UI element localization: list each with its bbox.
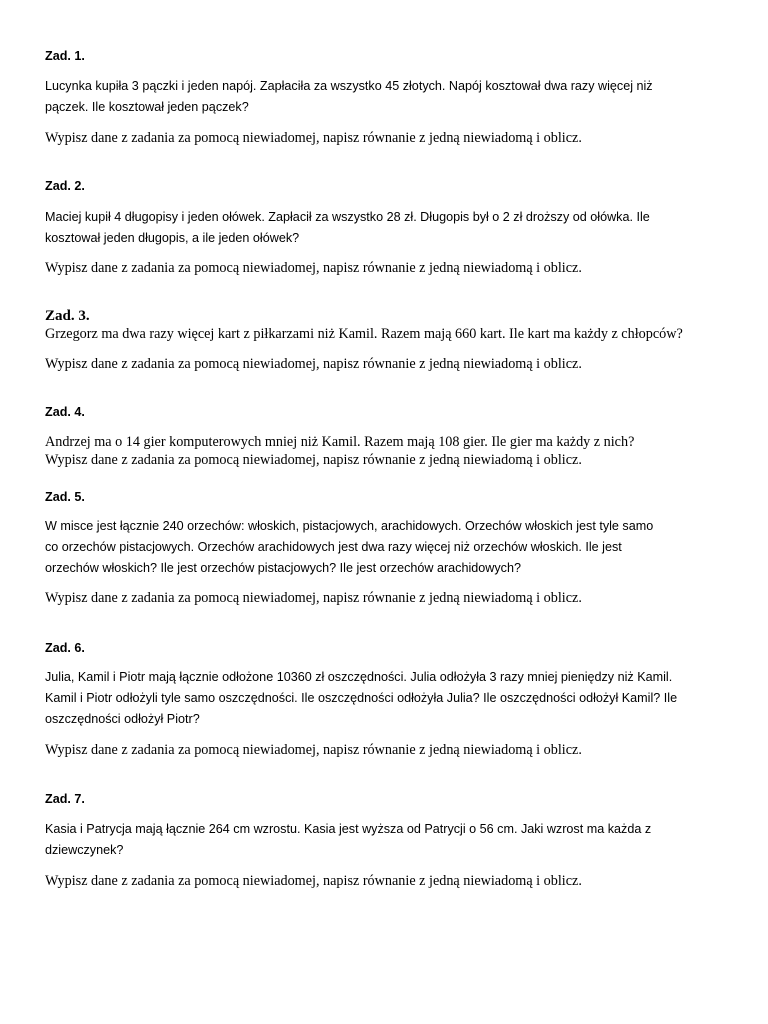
task-3-title: Zad. 3.	[45, 308, 90, 324]
task-6-title: Zad. 6.	[45, 641, 85, 655]
task-6-instruction: Wypisz dane z zadania za pomocą niewiadomej, napisz równanie z jedną niewiadomą i oblicz.	[45, 742, 582, 758]
task-2-instruction: Wypisz dane z zadania za pomocą niewiadomej, napisz równanie z jedną niewiadomą i oblicz.	[45, 260, 582, 276]
task-2-line-2: kosztował jeden długopis, a ile jeden ołówek?	[45, 231, 300, 245]
task-7-text	[45, 819, 651, 861]
task-5-instruction: Wypisz dane z zadania za pomocą niewiadomej, napisz równanie z jedną niewiadomą i oblicz.	[45, 590, 582, 606]
task-4-text	[45, 433, 634, 451]
task-5-line-2: co orzechów pistacjowych. Orzechów arachidowych jest dwa razy więcej niż orzechów włoskich. Ile jest	[45, 540, 622, 554]
task-2-title: Zad. 2.	[45, 179, 85, 193]
task-5-title: Zad. 5.	[45, 490, 85, 504]
task-4-title: Zad. 4.	[45, 405, 85, 419]
task-6-line-2: Kamil i Piotr odłożyli tyle samo oszczędności. Ile oszczędności odłożyła Julia? Ile oszczędności odłożył Kamil? Ile	[45, 691, 678, 705]
task-5-line-3: orzechów włoskich? Ile jest orzechów pistacjowych? Ile jest orzechów arachidowych?	[45, 561, 521, 575]
task-2-text	[45, 207, 650, 249]
task-7-title: Zad. 7.	[45, 792, 85, 806]
task-1-line-2: pączek. Ile kosztował jeden pączek?	[45, 100, 249, 114]
task-5-text	[45, 516, 653, 579]
task-6-line-3: oszczędności odłożył Piotr?	[45, 712, 200, 726]
task-7-line-2: dziewczynek?	[45, 843, 124, 857]
task-6-line-1: Julia, Kamil i Piotr mają łącznie odłożone 10360 zł oszczędności. Julia odłożyła 3 razy mniej pieniędzy niż Kamil.	[45, 670, 673, 684]
task-3-text	[45, 325, 683, 343]
task-2-line-1: Maciej kupił 4 długopisy i jeden ołówek. Zapłacił za wszystko 28 zł. Długopis był o 2 zł droższy od ołówka. Ile	[45, 210, 650, 224]
task-3-instruction: Wypisz dane z zadania za pomocą niewiadomej, napisz równanie z jedną niewiadomą i oblicz.	[45, 356, 582, 372]
task-1-title: Zad. 1.	[45, 49, 85, 63]
task-7-line-1: Kasia i Patrycja mają łącznie 264 cm wzrostu. Kasia jest wyższa od Patrycji o 56 cm. Jaki wzrost ma każda z	[45, 822, 652, 836]
task-4-instruction: Wypisz dane z zadania za pomocą niewiadomej, napisz równanie z jedną niewiadomą i oblicz.	[45, 452, 582, 468]
task-7-instruction: Wypisz dane z zadania za pomocą niewiadomej, napisz równanie z jedną niewiadomą i oblicz.	[45, 873, 582, 889]
task-6-text	[45, 667, 677, 730]
task-1-instruction: Wypisz dane z zadania za pomocą niewiadomej, napisz równanie z jedną niewiadomą i oblicz.	[45, 130, 582, 146]
task-5-line-1: W misce jest łącznie 240 orzechów: włoskich, pistacjowych, arachidowych. Orzechów włoskich jest tyle samo	[45, 519, 654, 533]
task-3-line-1: Grzegorz ma dwa razy więcej kart z piłkarzami niż Kamil. Razem mają 660 kart. Ile kart ma każdy z chłopców?	[45, 326, 683, 342]
task-4-line-1: Andrzej ma o 14 gier komputerowych mniej niż Kamil. Razem mają 108 gier. Ile gier ma każdy z nich?	[45, 434, 635, 450]
task-1-text	[45, 76, 653, 118]
task-1-line-1: Lucynka kupiła 3 pączki i jeden napój. Zapłaciła za wszystko 45 złotych. Napój kosztował dwa razy więcej niż	[45, 79, 653, 93]
